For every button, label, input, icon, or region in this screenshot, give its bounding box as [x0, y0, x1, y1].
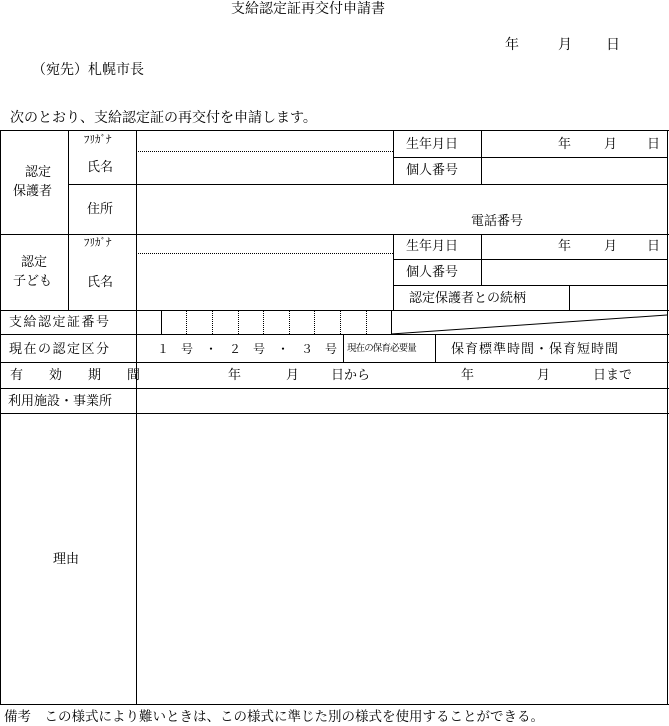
validity-label: 有 効 期 間 [10, 368, 141, 383]
child-individual-number-label: 個人番号 [406, 265, 459, 280]
guardian-address-field[interactable] [138, 186, 666, 233]
validity-from: 日から [331, 368, 371, 383]
category-label: 現在の認定区分 [9, 342, 111, 357]
child-name-field[interactable] [138, 255, 392, 309]
guardian-name-label: 氏名 [87, 160, 114, 175]
remarks-text: 備考 この様式により難いときは、この様式に準じた別の様式を使用することができる。 [4, 709, 544, 725]
child-birthdate-label: 生年月日 [406, 239, 459, 254]
reason-label: 理由 [53, 552, 80, 567]
child-section-label-2: 子ども [13, 274, 53, 289]
intro-text: 次のとおり、支給認定証の再交付を申請します。 [10, 110, 317, 126]
facility-label: 利用施設・事業所 [8, 394, 113, 409]
child-furigana-label: ﾌﾘｶﾞﾅ [84, 236, 112, 249]
validity-until: 日まで [593, 368, 633, 383]
guardian-birth-month: 月 [604, 137, 618, 152]
guardian-name-field[interactable] [138, 153, 392, 183]
validity-month-1: 月 [286, 368, 300, 383]
addressee: （宛先）札幌市長 [32, 62, 144, 78]
child-birth-day: 日 [647, 239, 661, 254]
guardian-address-label: 住所 [87, 202, 114, 217]
facility-field[interactable] [138, 389, 666, 412]
child-relationship-label: 認定保護者との続柄 [409, 291, 527, 306]
certificate-number-field[interactable] [163, 311, 390, 333]
validity-year-1: 年 [228, 368, 242, 383]
guardian-birthdate-field[interactable] [483, 131, 667, 156]
date-month-label: 月 [558, 37, 572, 53]
care-need-label: 現在の保育必要量 [347, 343, 416, 354]
guardian-individual-number-label: 個人番号 [406, 163, 459, 178]
date-year-label: 年 [505, 37, 519, 53]
care-need-options[interactable]: 保育標準時間・保育短時間 [451, 342, 620, 357]
category-options[interactable]: １ 号 ・ ２ 号 ・ ３ 号 [157, 342, 338, 356]
guardian-birthdate-label: 生年月日 [406, 137, 459, 152]
diagonal-line [391, 310, 669, 336]
reason-field[interactable] [138, 415, 666, 703]
child-section-label-1: 認定 [21, 255, 48, 270]
child-individual-number-field[interactable] [483, 261, 667, 284]
guardian-furigana-label: ﾌﾘｶﾞﾅ [84, 133, 112, 146]
guardian-furigana-field[interactable] [138, 131, 392, 150]
validity-year-2: 年 [461, 368, 475, 383]
guardian-individual-number-field[interactable] [483, 159, 667, 183]
date-day-label: 日 [606, 37, 620, 53]
child-birth-year: 年 [558, 239, 572, 254]
child-birth-month: 月 [604, 239, 618, 254]
validity-month-2: 月 [537, 368, 551, 383]
guardian-section-label-2: 保護者 [13, 184, 53, 199]
guardian-birth-day: 日 [647, 137, 661, 152]
certificate-number-label: 支給認定証番号 [9, 315, 111, 330]
child-furigana-field[interactable] [138, 235, 392, 252]
form-title: 支給認定証再交付申請書 [231, 1, 385, 17]
child-relationship-field[interactable] [571, 287, 667, 309]
child-name-label: 氏名 [87, 275, 114, 290]
guardian-birth-year: 年 [558, 137, 572, 152]
guardian-section-label-1: 認定 [25, 165, 52, 180]
guardian-phone-label: 電話番号 [471, 214, 524, 229]
child-birthdate-field[interactable] [483, 235, 667, 258]
